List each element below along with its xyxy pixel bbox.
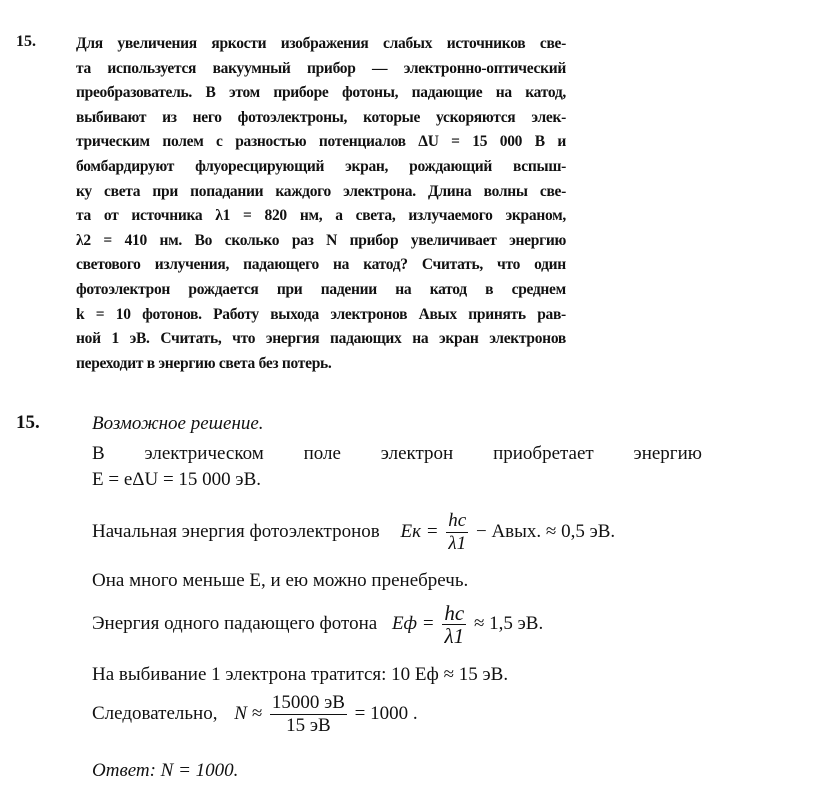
problem-word: на [333,256,350,274]
problem-word: и [557,133,566,151]
problem-word: 000 [499,133,523,151]
problem-word: что [232,330,256,348]
problem-word: = [451,133,460,151]
problem-line [76,32,566,56]
problem-word: ΔU [418,133,439,151]
problem-word: фотоны, [341,84,399,102]
problem-word: катод [429,281,467,298]
problem-word: Считать, [160,330,222,348]
problem-word: слабых [383,35,433,52]
initial-energy-rhs: − Aвых. ≈ 0,5 эВ. [475,520,616,542]
solution-line-1 [92,441,702,467]
problem-word: нм. [159,231,183,249]
problem-word: на [395,281,412,298]
answer-label: Ответ: [92,760,156,781]
problem-word: разностью [235,133,307,151]
problem-word: та [76,207,91,225]
problem-word: используется [107,59,197,77]
solution-heading: Возможное решение. [92,413,264,434]
problem-word: прибор [349,231,399,249]
problem-word: в [146,354,159,372]
problem-line [76,229,566,253]
problem-word: 1 [111,330,119,348]
problem-word: электронно-оптический [403,59,566,77]
problem-word: преобразователь. [76,84,192,102]
problem-word: светового [76,256,141,274]
problem-word: него [192,108,222,126]
problem-word: све- [539,182,566,200]
problem-word: экран, [345,158,389,175]
initial-energy-fraction [446,510,468,555]
problem-word: Считать, [421,256,483,274]
problem-word: что [497,256,521,274]
problem-word: прибор [306,59,356,77]
therefore-denominator: 15 эВ [286,715,331,736]
problem-word: один [534,256,566,274]
problem-line [76,303,566,327]
problem-word: в [485,281,494,298]
problem-line [76,278,566,302]
problem-word: излучения, [154,256,230,274]
problem-word: ной [76,330,101,348]
problem-word: катод? [363,256,408,274]
problem-word: В [534,133,545,151]
problem-word: источника [131,207,203,225]
solution-word: энергию [633,443,702,464]
problem-word: флуоресцирующий [195,158,325,175]
problem-line [76,253,566,277]
photon-energy-line [92,602,543,647]
problem-word: при [276,281,303,298]
answer-value: N = 1000. [160,760,239,781]
solution-word: поле [303,443,341,464]
problem-word: на [495,84,512,102]
problem-word: света, [355,207,396,225]
problem-line [76,81,566,105]
problem-word: приборе [273,84,329,102]
problem-word: эВ. [129,330,150,348]
problem-word: попадании [190,182,264,200]
problem-word: которые [363,108,421,126]
problem-word: а [335,207,343,225]
problem-word: увеличивает [410,231,497,249]
problem-word: выбивают [76,108,147,126]
photon-energy-label: Энергия одного падающего фотона [92,612,378,634]
problem-word: потенциалов [318,133,406,151]
problem-word: увеличения [117,35,197,52]
problem-word: рождающий [409,158,493,175]
problem-word: λ2 [76,231,91,249]
therefore-rhs: = 1000 . [354,702,418,724]
therefore-numerator: 15000 эВ [271,692,345,713]
problem-word: энергия [265,330,320,348]
problem-word: выхода [270,305,319,323]
initial-energy-lhs: Eк = [400,520,439,542]
knock-out-line: На выбивание 1 электрона тратится: 10 Eф ≈ 15 эВ. [92,664,509,685]
solution-word: электрическом [144,443,264,464]
solution-number: 15. [16,412,40,433]
problem-word: от [103,207,119,225]
problem-word: = [243,207,252,225]
problem-word: рав- [537,305,566,323]
problem-word: В [205,84,216,102]
problem-word: потерь. [281,354,332,372]
problem-line [76,204,566,228]
problem-word: фотоэлектроны, [237,108,348,126]
photon-energy-denominator: λ1 [444,624,465,648]
initial-energy-line [92,510,615,555]
problem-word: каждого [275,182,331,200]
problem-word: нм, [299,207,323,225]
problem-word: падающих [330,330,402,348]
problem-word: сколько [224,231,280,249]
problem-word: раз [291,231,314,249]
problem-word: электрона. [343,182,416,200]
problem-word: вспыш- [513,158,566,175]
problem-word: изображения [280,35,369,52]
problem-word: 15 [472,133,488,151]
problem-line [76,180,566,204]
solution-word: приобретает [493,443,594,464]
problem-word: све- [539,35,566,52]
problem-word: ускоряются [436,108,516,126]
problem-word: Для [76,35,103,52]
problem-line [76,155,566,179]
photon-energy-numerator: hc [444,601,465,625]
problem-word: бомбардируют [76,158,175,175]
problem-word: = [103,231,112,249]
initial-energy-denominator: λ1 [448,533,467,554]
photon-energy-lhs: Eф = [391,612,435,634]
problem-word: катод, [525,84,566,102]
problem-line [76,352,566,376]
problem-word: Aвых [418,305,457,323]
initial-energy-numerator: hc [448,510,467,531]
problem-word: k [76,305,85,323]
therefore-lhs: N ≈ [234,702,263,724]
problem-word: N [326,231,338,249]
solution-word: электрон [380,443,454,464]
problem-line [76,130,566,154]
problem-word: 410 [124,231,147,249]
problem-word: источников [446,35,526,52]
problem-word: фотонов. [142,305,202,323]
problem-line [76,106,566,130]
problem-line [76,57,566,81]
problem-word: Длина [427,182,472,200]
problem-word: падении [320,281,377,298]
problem-word: полем [162,133,204,151]
therefore-fraction [270,692,347,737]
problem-word: фотоэлектрон [76,281,171,298]
therefore-line [92,692,418,737]
problem-word: — [372,59,388,77]
problem-number: 15. [16,33,36,50]
problem-word: Во [194,231,213,249]
problem-word: трическим [76,133,150,151]
problem-word: λ1 [215,207,231,225]
problem-word: переходит [76,354,147,372]
problem-line [76,327,566,351]
problem-word: элек- [531,108,566,126]
problem-word: с [216,133,223,151]
photon-energy-fraction [442,602,466,647]
problem-word: вакуумный [212,59,291,77]
negligible-line: Она много меньше E, и ею можно пренебречь. [92,570,469,591]
therefore-label: Следовательно, [92,702,218,724]
problem-word: принять [468,305,526,323]
answer-line [92,758,238,784]
problem-word: этом [228,84,260,102]
problem-word: = [95,305,105,323]
photon-energy-rhs: ≈ 1,5 эВ. [473,612,544,634]
solution-line-2: E = eΔU = 15 000 эВ. [92,469,261,490]
problem-word: электронов [330,305,408,323]
problem-word: 10 [115,305,131,323]
problem-word: электронов [489,330,566,348]
problem-word: света [218,354,259,372]
problem-word: падающего [243,256,319,274]
problem-word: энергию [158,354,219,372]
problem-word: Работу [213,305,259,323]
problem-word: энергию [509,231,566,249]
problem-word: излучаемого [408,207,493,225]
problem-word: рождается [188,281,259,298]
problem-word: падающие [411,84,483,102]
problem-word: среднем [511,281,566,298]
problem-word: при [152,182,178,200]
problem-word: экраном, [505,207,566,225]
solution-word: В [92,443,105,464]
problem-word: яркости [211,35,267,52]
problem-word: экран [439,330,479,348]
problem-word: 820 [264,207,287,225]
initial-energy-label: Начальная энергия фотоэлектронов [92,520,380,542]
problem-word: света [104,182,141,200]
problem-word: волны [483,182,528,200]
problem-word: ку [76,182,92,200]
problem-word: из [162,108,177,126]
problem-word: на [412,330,429,348]
problem-word: та [76,59,91,77]
problem-word: без [258,354,282,372]
